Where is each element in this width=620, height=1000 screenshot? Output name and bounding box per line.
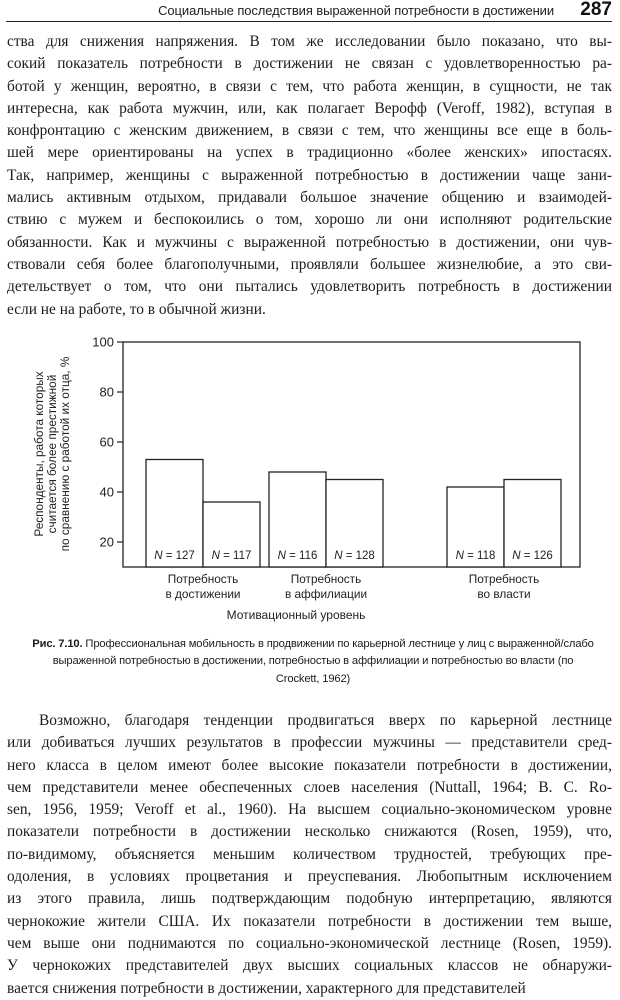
n-label: N = 128 — [334, 550, 375, 562]
text-line: если не на работе, то в обычной жизни. — [7, 300, 266, 318]
header-rule — [6, 21, 612, 22]
y-tick-label: 60 — [99, 434, 114, 450]
text-line: шей мере ориентированы на успех в традиционно «более женских» ипостасях. — [7, 144, 612, 162]
n-label: N = 116 — [277, 550, 318, 562]
text-line: ствию с мужем и беспокоились о том, хорошо ли они исполняют родительские — [7, 211, 612, 229]
text-line: из этого правила, лишь подтверждающим подобную интерпретацию, являются — [7, 890, 612, 908]
text-line: сокий показатель потребности в достижении не связан с удовлетворенностью ра- — [7, 55, 612, 73]
y-tick-label: 100 — [92, 334, 114, 350]
x-category-label: во власти — [477, 587, 531, 601]
x-category-label: Потребность — [290, 572, 362, 586]
text-line: конфронтацию с женским движением, в связи с тем, что женщины все еще в боль- — [7, 122, 612, 140]
n-label: N = 126 — [512, 550, 553, 562]
text-line: одоления, в условиях процветания и преуспевания. Любопытным исключением — [7, 868, 612, 886]
text-line: вается снижения потребности в достижении, характерного для представителей — [7, 979, 526, 997]
body-paragraph-1 — [7, 31, 612, 321]
text-line: по-видимому, объясняется меньшим количеством трудностей, требующих пре- — [7, 845, 612, 863]
n-label: N = 118 — [455, 550, 496, 562]
n-label: N = 127 — [154, 550, 195, 562]
running-header — [0, 0, 620, 24]
text-line: показатели потребности в достижении несколько снижаются (Rosen, 1959), что, — [7, 823, 612, 841]
text-line: ствовали себя более благополучными, проявляли большее жизнелюбие, а это сви- — [7, 255, 612, 273]
text-line: или добиваться лучших результатов в профессии мужчины — представители сред- — [7, 734, 612, 752]
text-line: чем представители менее обеспеченных слоев населения (Nuttall, 1964; B. C. Ro- — [7, 778, 612, 796]
text-line: интересна, как работа мужчин, или, как полагает Верофф (Veroff, 1982), вступая в — [7, 99, 612, 117]
text-line: sen, 1956, 1959; Veroff et al., 1960). На высшем социально-экономическом уровне — [7, 801, 612, 819]
text-line: мались активным отдыхом, придавали большое значение общению и взаимодей- — [7, 189, 612, 207]
x-axis-title: Мотивационный уровень — [226, 608, 366, 622]
text-line: Так, например, женщины с выраженной потребностью в достижении чаще зани- — [7, 166, 612, 184]
caption-text: Профессиональная мобильность в продвижении по карьерной лестнице у лиц с выраженной/слабо выраженной потребностью в достижении, потребностью в аффилиации и потребностью во власти (по Crockett, 1962) — [52, 638, 594, 685]
text-line: него класса в целом имеют более высокие показатели потребности в достижении, — [7, 756, 612, 774]
body-paragraph-2 — [7, 710, 612, 1000]
y-tick-label: 20 — [99, 534, 114, 550]
running-header-title: Социальные последствия выраженной потребности в достижении — [158, 3, 554, 18]
text-line: обязанности. Как и мужчины с выраженной потребностью в достижении, они чув- — [7, 233, 612, 251]
figure-7-10 — [0, 330, 620, 630]
y-tick-label: 40 — [99, 484, 114, 500]
text-line: ботой у женщин, вероятно, в связи с тем, что работа женщин, в сущности, не так — [7, 77, 612, 95]
text-line: чернокожие жители США. Их показатели потребности в достижении тем выше, — [7, 912, 612, 930]
caption-label: Рис. 7.10. — [32, 638, 83, 650]
y-tick-label: 80 — [99, 384, 114, 400]
x-category-label: в аффилиации — [284, 587, 368, 601]
y-axis-title: Респонденты, работа которыхсчитается более престижнойпо сравнению с работой их отца, % — [31, 356, 73, 552]
text-line: У чернокожих представителей двух высших социальных классов не обнаружи- — [7, 957, 612, 975]
x-category-label: Потребность — [468, 572, 540, 586]
n-label: N = 117 — [211, 550, 252, 562]
x-category-label: Потребность — [167, 572, 239, 586]
page-number: 287 — [580, 0, 612, 20]
text-line: Возможно, благодаря тенденции продвигаться вверх по карьерной лестнице — [39, 712, 612, 729]
text-line: ства для снижения напряжения. В том же исследовании было показано, что вы- — [7, 33, 612, 50]
text-line: детельствует о том, что они пытались удовлетворить потребность в достижении — [7, 278, 612, 296]
text-line: чем выше они поднимаются по социально-экономической лестнице (Rosen, 1959). — [7, 934, 612, 952]
bar-chart — [0, 330, 620, 630]
x-category-label: в достижении — [165, 587, 241, 601]
figure-caption — [30, 636, 596, 688]
